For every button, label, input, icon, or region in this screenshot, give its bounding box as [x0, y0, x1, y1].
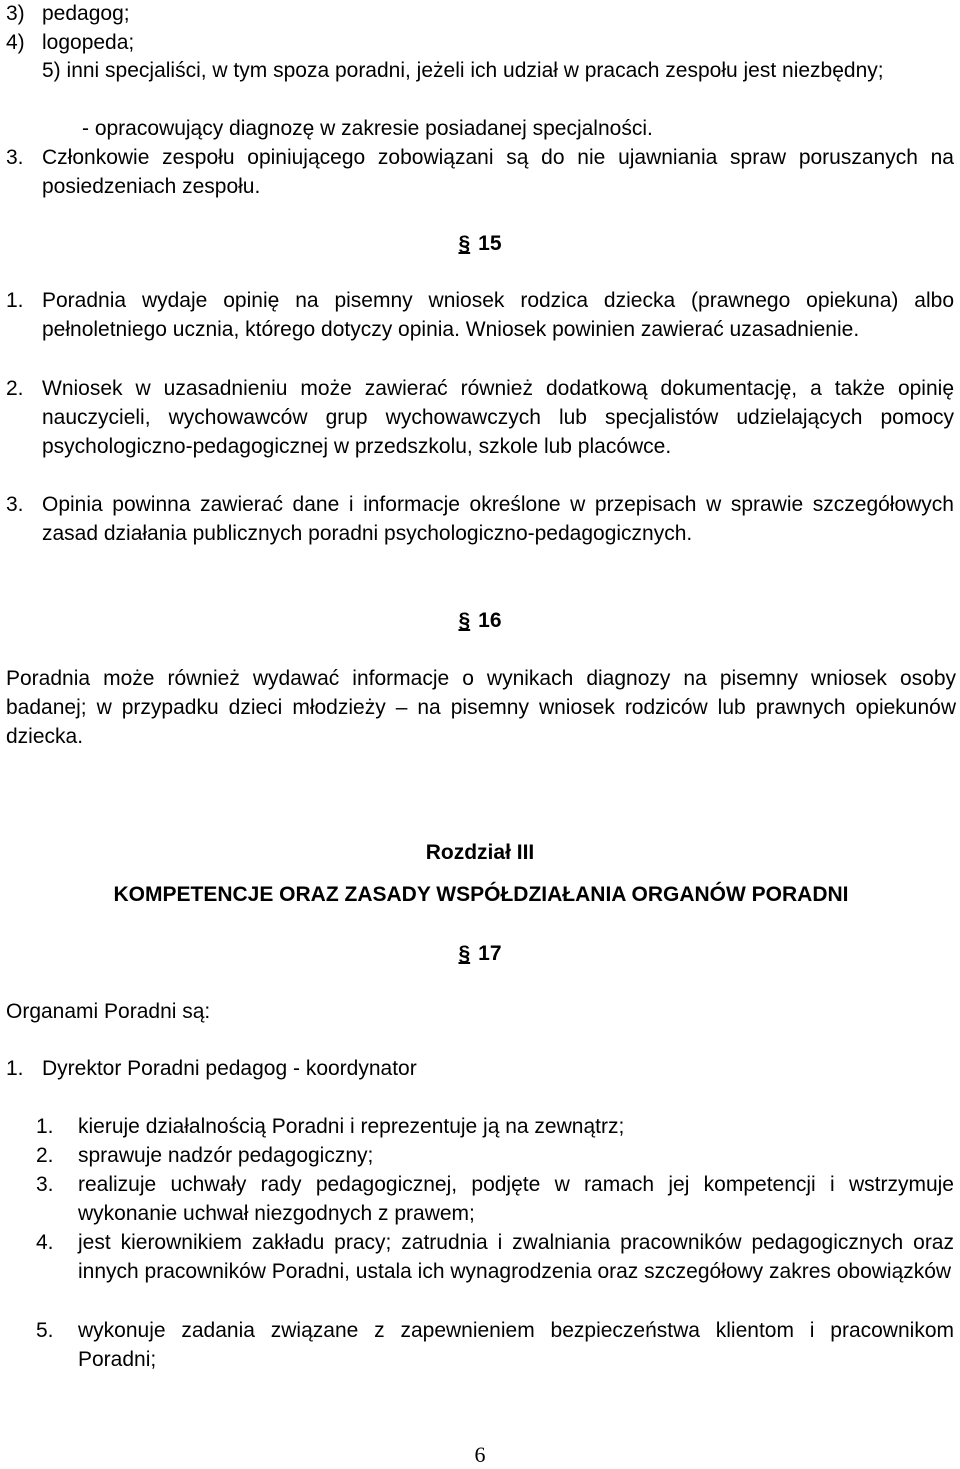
page-number: 6 [474, 1442, 486, 1467]
paragraph-text: Poradnia może również wydawać informacje o wynikach diagnozy na pisemny wniosek osoby badanej; w przypadku dzieci młodzieży – na pisemny wniosek rodziców lub prawnych opiekunów dziecka. [6, 667, 956, 748]
list-number: 3. [36, 1173, 54, 1196]
list-text: realizuje uchwały rady pedagogicznej, podjęte w ramach jej kompetencji i wstrzymuje wykonanie uchwał niezgodnych z prawem; [78, 1173, 954, 1225]
paragraph-text: Opinia powinna zawierać dane i informacje określone w przepisach w sprawie szczegółowych zasad działania publicznych poradni psychologiczno-pedagogicznych. [42, 493, 954, 545]
organ-text: Dyrektor Poradni pedagog - koordynator [42, 1057, 417, 1080]
list-text: sprawuje nadzór pedagogiczny; [78, 1144, 374, 1167]
section-symbol: § [458, 942, 471, 965]
dash-item: - opracowujący diagnozę w zakresie posiadanej specjalności. [82, 117, 653, 140]
organ-number: 1. [6, 1057, 24, 1080]
paragraph-number: 1. [6, 289, 24, 312]
list-item [36, 1228, 956, 1286]
paragraph-text: Członkowie zespołu opiniującego zobowiązani są do nie ujawniania spraw poruszanych na posiedzeniach zespołu. [42, 146, 954, 198]
list-text: jest kierownikiem zakładu pracy; zatrudnia i zwalniania pracowników pedagogicznych oraz innych pracowników Poradni, ustala ich wynagrodzenia oraz szczegółowy zakres obowiązków [78, 1231, 954, 1283]
numbered-paragraph [6, 490, 956, 548]
numbered-paragraph [6, 374, 956, 461]
list-item [6, 28, 956, 57]
list-item [36, 1112, 956, 1141]
paragraph-text: Poradnia wydaje opinię na pisemny wniosek rodzica dziecka (prawnego opiekuna) albo pełnoletniego ucznia, którego dotyczy opinia. Wniosek powinien zawierać uzasadnienie. [42, 289, 954, 341]
section-number: 17 [478, 942, 502, 965]
list-number: 1. [36, 1115, 54, 1138]
list-number: 5) [42, 59, 61, 82]
list-item [36, 1316, 956, 1374]
section-heading [380, 229, 580, 258]
paragraph-number: 3. [6, 146, 24, 169]
section-heading [380, 606, 580, 635]
paragraph-number: 3. [6, 493, 24, 516]
paragraph-text: Wniosek w uzasadnieniu może zawierać również dodatkową dokumentację, a także opinię nauczycieli, wychowawców grup wychowawczych lub specjalistów udzielających pomocy psychologiczno-pedagogicznej w przedszkolu, szkole lub placówce. [42, 377, 954, 458]
paragraph-number: 2. [6, 377, 24, 400]
list-text: wykonuje zadania związane z zapewnieniem bezpieczeństwa klientom i pracownikom Poradni; [78, 1319, 954, 1371]
numbered-paragraph [6, 286, 956, 344]
section-number: 16 [478, 609, 502, 632]
list-item [36, 1170, 956, 1228]
list-text: inni specjaliści, w tym spoza poradni, jeżeli ich udział w pracach zespołu jest niezbędny; [66, 59, 884, 82]
list-item [6, 0, 956, 28]
chapter-heading: KOMPETENCJE ORAZ ZASADY WSPÓŁDZIAŁANIA ORGANÓW PORADNI [113, 883, 849, 906]
section-symbol: § [458, 232, 471, 255]
numbered-paragraph [6, 143, 956, 201]
list-number: 4. [36, 1231, 54, 1254]
section-symbol: § [458, 609, 471, 632]
list-item [36, 1141, 956, 1170]
section-heading [380, 939, 580, 968]
list-number: 5. [36, 1319, 54, 1342]
list-number: 4) [6, 31, 25, 54]
list-item [6, 56, 952, 85]
list-number: 2. [36, 1144, 54, 1167]
chapter-title: Rozdział III [425, 841, 535, 864]
list-text: logopeda; [42, 31, 135, 54]
list-text: pedagog; [42, 2, 130, 25]
list-text: kieruje działalnością Poradni i reprezentuje ją na zewnątrz; [78, 1115, 625, 1138]
section-number: 15 [478, 232, 502, 255]
list-number: 3) [6, 2, 25, 25]
organ-item [6, 1054, 806, 1083]
organs-intro: Organami Poradni są: [6, 1000, 211, 1023]
